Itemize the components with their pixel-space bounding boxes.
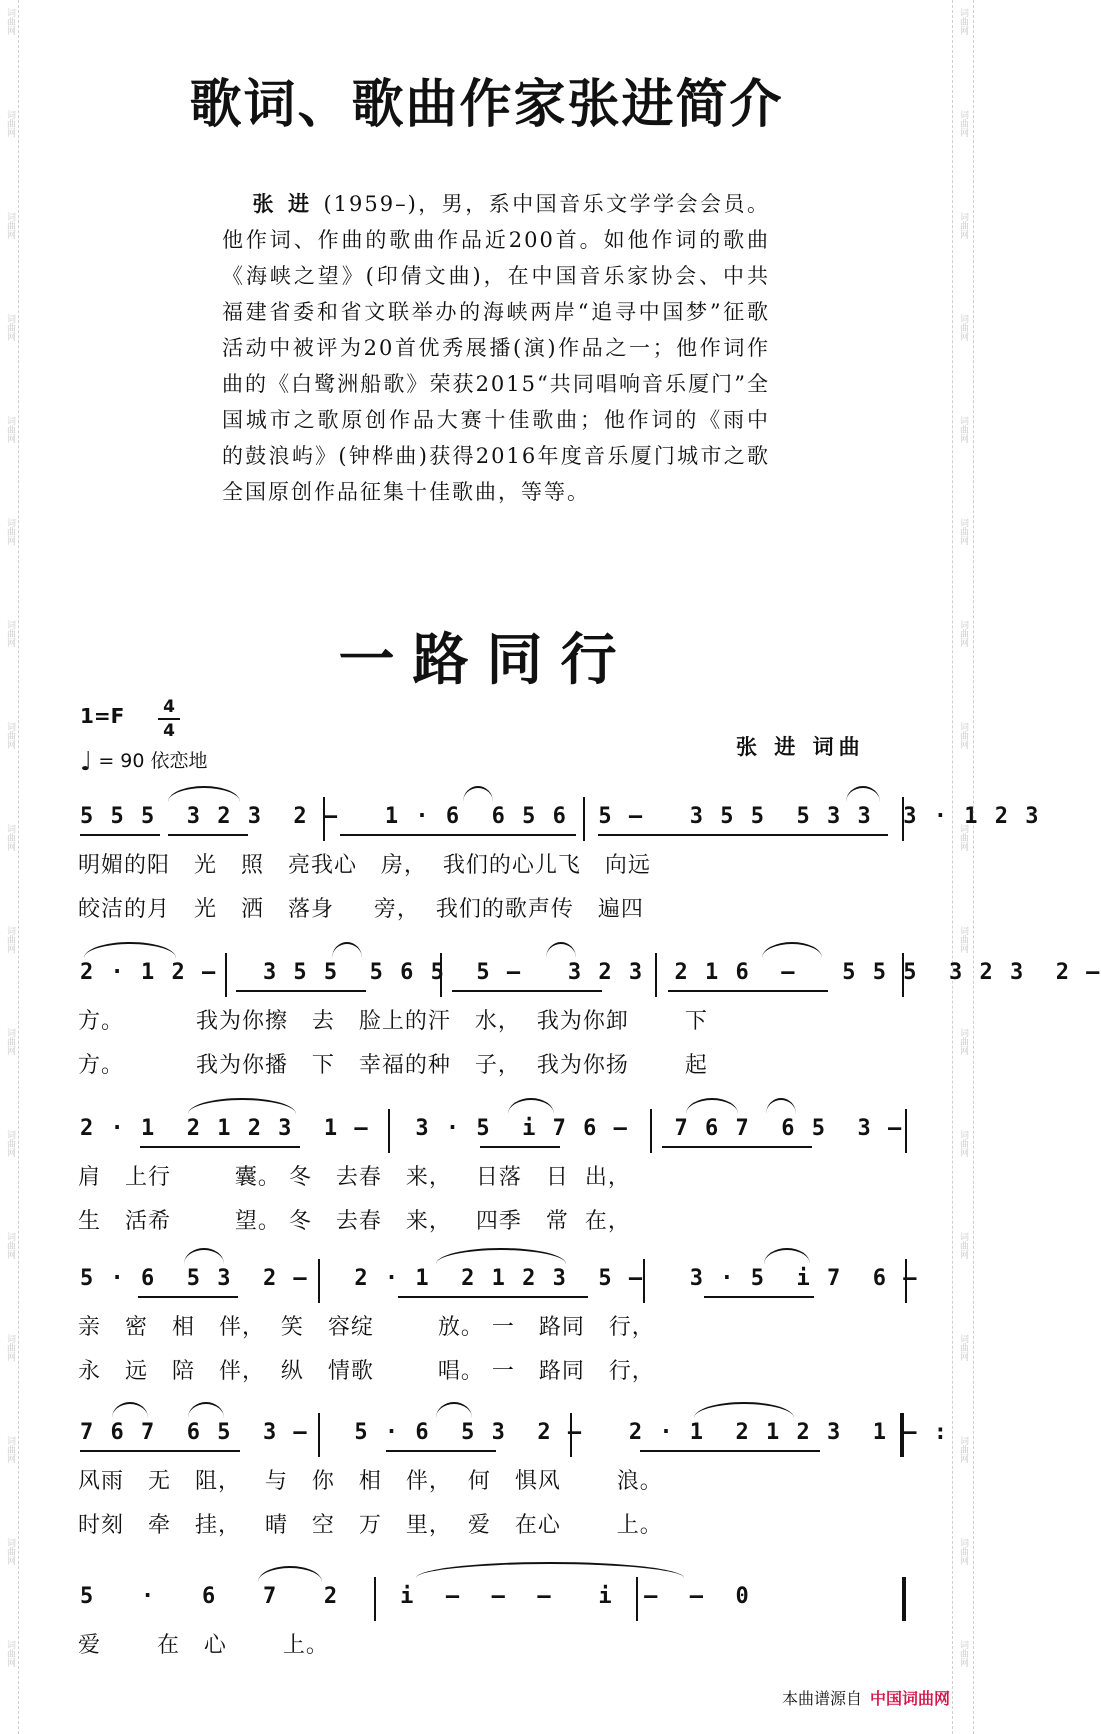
watermark-text: 词曲网 (5, 722, 15, 749)
bio-paragraph (222, 186, 770, 510)
page-title: 歌词、歌曲作家张进简介 (189, 75, 784, 135)
watermark-right (952, 0, 974, 1734)
barline (374, 1577, 376, 1621)
notation-row: 5 · 6 5 3 2 – 2 · 1 2 1 2 3 5 – 3 · 5 i 7 6 – (80, 1266, 919, 1291)
lyrics-verse-1: 方。 我为你擦 去 脸上的汗 水， 我为你卸 下 (78, 1009, 708, 1034)
slur (112, 1402, 148, 1418)
slur (188, 1098, 296, 1114)
slur (188, 1402, 224, 1418)
watermark-text: 词曲网 (5, 110, 15, 137)
watermark-text: 词曲网 (958, 518, 968, 545)
barline (655, 953, 657, 997)
watermark-text: 词曲网 (5, 1436, 15, 1463)
watermark-text: 词曲网 (5, 926, 15, 953)
watermark-text: 词曲网 (5, 1640, 15, 1667)
watermark-text: 词曲网 (5, 8, 15, 35)
bio-text: (1959–)，男，系中国音乐文学学会会员。他作词、作曲的歌曲作品近200首。如他作词的歌曲《海峡之望》(印倩文曲)，在中国音乐家协会、中共福建省委和省文联举办的海峡两岸“追寻中国梦”征歌活动中被评为20首优秀展播(演)作品之一；他作词作曲的《白鹭洲船歌》荣获2015“共同唱响音乐厦门”全国城市之歌原创作品大赛十佳歌曲；他作词的《雨中的鼓浪屿》(钟桦曲)获得2016年度音乐厦门城市之歌全国原创作品征集十佳歌曲，等等。 (222, 192, 771, 504)
time-signature (158, 697, 180, 741)
lyrics-verse-1: 肩 上行 囊。 冬 去春 来， 日落 日 出， (78, 1165, 631, 1190)
barline (636, 1577, 638, 1621)
lyrics-verse-1: 爱 在 心 上。 (78, 1633, 329, 1658)
beam (398, 1296, 588, 1298)
expression-marking: 依恋地 (150, 750, 208, 772)
slur (436, 1248, 566, 1264)
lyrics-verse-1: 风雨 无 阻， 与 你 相 伴， 何 惧风 浪。 (78, 1469, 663, 1494)
watermark-text: 词曲网 (5, 1130, 15, 1157)
notation-row: 5 · 6 7 2 i – – – i – – 0 (80, 1584, 751, 1609)
watermark-text: 词曲网 (958, 110, 968, 137)
time-bottom: 4 (163, 721, 175, 741)
slur (766, 1098, 796, 1114)
key-signature: 1=F (80, 704, 125, 728)
slur (463, 786, 493, 802)
watermark-text: 词曲网 (958, 416, 968, 443)
notation-row: 7 6 7 6 5 3 – 5 · 6 5 3 2 – 2 · 1 2 1 2 3 1 – : (80, 1420, 949, 1445)
slur (546, 942, 576, 958)
final-barline (902, 1577, 906, 1621)
slur (332, 942, 362, 958)
watermark-text: 词曲网 (5, 518, 15, 545)
tempo-marking (80, 744, 208, 777)
lyrics-verse-2: 方。 我为你播 下 幸福的种 子， 我为你扬 起 (78, 1053, 708, 1078)
barline (225, 953, 227, 997)
slur (686, 1098, 738, 1114)
slur (416, 1562, 684, 1578)
barline (902, 797, 904, 841)
watermark-text: 词曲网 (958, 1232, 968, 1259)
watermark-text: 词曲网 (958, 212, 968, 239)
composer-credit: 张 进 词曲 (736, 735, 865, 759)
watermark-text: 词曲网 (5, 212, 15, 239)
watermark-text: 词曲网 (5, 416, 15, 443)
barline (643, 1259, 645, 1303)
slur (762, 942, 822, 958)
barline (650, 1109, 652, 1153)
song-title: 一路同行 (338, 628, 635, 693)
notation-row: 5 5 5 3 2 3 2 – 1 · 6 6 5 6 5 – 3 5 5 5 3 3 3 · 1 2 3 (80, 804, 1041, 829)
quarter-note-icon: ♩ (80, 747, 93, 777)
time-top: 4 (163, 697, 175, 717)
lyrics-verse-1: 明媚的阳 光 照 亮我心 房， 我们的心儿飞 向远 (78, 853, 651, 878)
beam (140, 1146, 300, 1148)
beam (640, 1450, 820, 1452)
beam (236, 990, 366, 992)
watermark-text: 词曲网 (958, 1538, 968, 1565)
beam (704, 1296, 814, 1298)
watermark-text: 词曲网 (958, 1334, 968, 1361)
lyrics-verse-2: 时刻 牵 挂， 晴 空 万 里， 爱 在心 上。 (78, 1513, 663, 1538)
barline (388, 1109, 390, 1153)
barline (905, 1109, 907, 1153)
barline (583, 797, 585, 841)
watermark-text: 词曲网 (958, 1640, 968, 1667)
slur (258, 1566, 322, 1582)
footer-brand-link[interactable]: 中国词曲网 (869, 1689, 950, 1708)
lyrics-verse-2: 皎洁的月 光 洒 落身 旁， 我们的歌声传 遍四 (78, 897, 644, 922)
slur (436, 1402, 472, 1418)
repeat-barline (900, 1413, 904, 1457)
lyrics-verse-2: 生 活希 望。 冬 去春 来， 四季 常 在， (78, 1209, 631, 1234)
source-footer (740, 1686, 950, 1709)
watermark-left (0, 0, 19, 1734)
slur (508, 1098, 554, 1114)
tempo-value: = 90 (98, 750, 145, 772)
beam (452, 990, 602, 992)
barline (440, 953, 442, 997)
barline (323, 797, 325, 841)
watermark-text: 词曲网 (958, 824, 968, 851)
slur (694, 1402, 794, 1418)
watermark-text: 词曲网 (5, 1538, 15, 1565)
barline (318, 1259, 320, 1303)
watermark-text: 词曲网 (958, 926, 968, 953)
beam (168, 834, 248, 836)
watermark-text: 词曲网 (958, 1130, 968, 1157)
watermark-text: 词曲网 (5, 824, 15, 851)
watermark-text: 词曲网 (958, 620, 968, 647)
beam (662, 1146, 812, 1148)
slur (168, 786, 240, 802)
beam (80, 834, 160, 836)
watermark-text: 词曲网 (5, 620, 15, 647)
beam (138, 1296, 238, 1298)
barline (902, 953, 904, 997)
watermark-text: 词曲网 (5, 1028, 15, 1055)
watermark-text: 词曲网 (958, 1436, 968, 1463)
barline (905, 1259, 907, 1303)
slur (846, 786, 880, 802)
bio-name: 张进 (252, 191, 324, 216)
slur (184, 1248, 224, 1264)
watermark-text: 词曲网 (5, 1232, 15, 1259)
lyrics-verse-1: 亲 密 相 伴， 笑 容绽 放。 一 路同 行， (78, 1315, 655, 1340)
notation-row: 2 · 1 2 1 2 3 1 – 3 · 5 i 7 6 – 7 6 7 6 5 3 – (80, 1116, 904, 1141)
watermark-text: 词曲网 (958, 314, 968, 341)
watermark-text: 词曲网 (958, 722, 968, 749)
notation-row: 2 · 1 2 – 3 5 5 5 6 5 5 – 3 2 3 2 1 6 – 5 5 5 3 2 3 2 – (80, 960, 1101, 985)
watermark-text: 词曲网 (5, 1334, 15, 1361)
beam (340, 834, 576, 836)
watermark-text: 词曲网 (958, 1028, 968, 1055)
beam (386, 1450, 496, 1452)
slur (764, 1248, 810, 1264)
barline (570, 1413, 572, 1457)
watermark-text: 词曲网 (958, 8, 968, 35)
beam (668, 990, 828, 992)
beam (80, 1450, 240, 1452)
footer-source-label: 本曲谱源自 (781, 1689, 862, 1708)
watermark-text: 词曲网 (5, 314, 15, 341)
slur (84, 942, 176, 958)
lyrics-verse-2: 永 远 陪 伴， 纵 情歌 唱。 一 路同 行， (78, 1359, 655, 1384)
beam (598, 834, 888, 836)
beam (480, 1146, 560, 1148)
barline (318, 1413, 320, 1457)
